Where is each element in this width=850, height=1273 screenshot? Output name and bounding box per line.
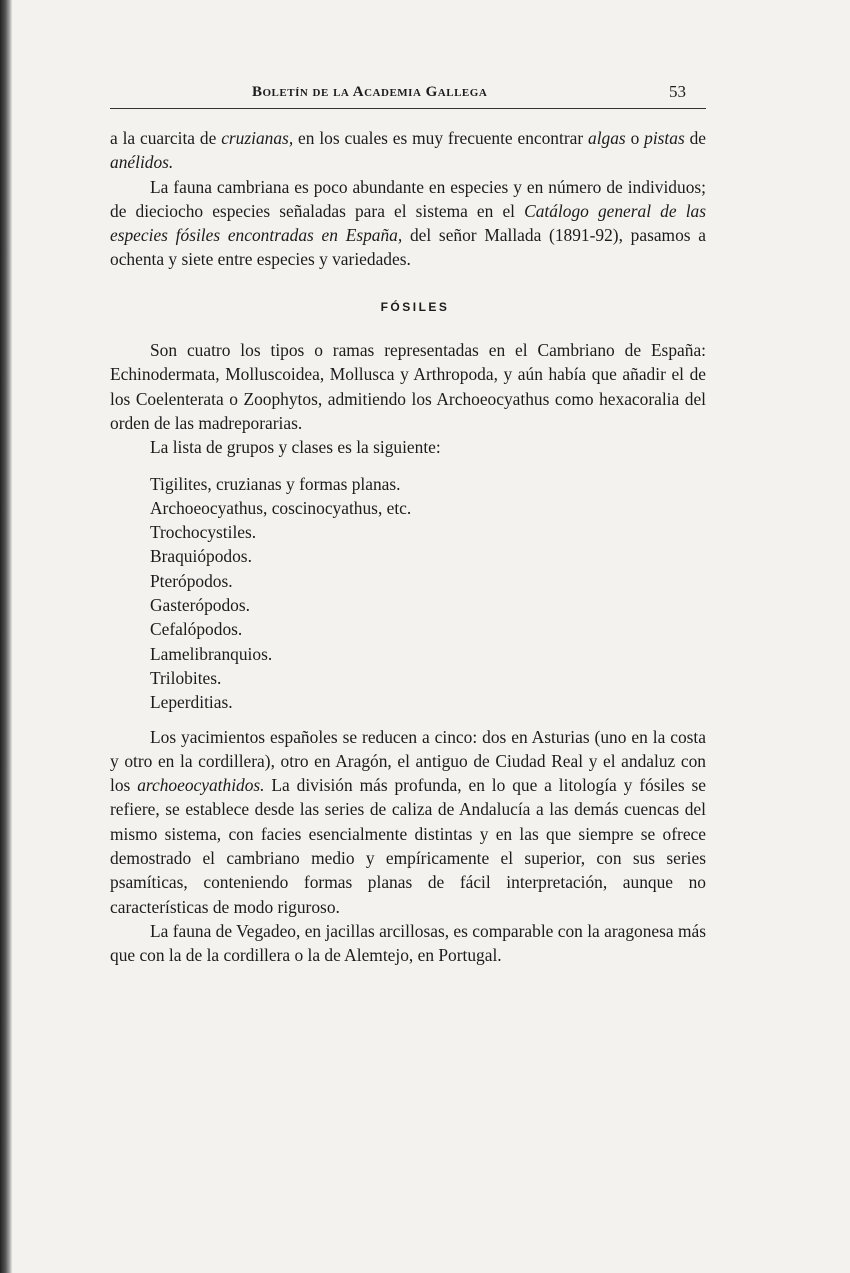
list-item: Leperditias. (150, 692, 233, 713)
paragraph-6: La fauna de Vegadeo, en jacillas arcillosas, es comparable con la aragonesa más que con la de la cordillera o la de Alemtejo, en Portugal. (110, 920, 706, 966)
body-text (110, 126, 706, 968)
italic-term: algas (588, 128, 626, 148)
header-title: Boletín de la Academia Gallega (252, 84, 488, 100)
list-item: Gasterópodos. (150, 595, 250, 616)
paragraph-1 (110, 126, 706, 175)
paragraph-2 (110, 175, 706, 272)
list-item: Tigilites, cruzianas y formas planas. (150, 473, 401, 494)
fossil-list (150, 472, 706, 715)
list-item: Lamelibranquios. (150, 643, 273, 664)
text-run: del señor Mallada (1891-92), pasamos a ochenta y siete entre especies y variedades. (110, 225, 706, 270)
list-item: Archoeocyathus, coscinocyathus, etc. (150, 497, 412, 518)
italic-title: Catálogo general de las especies fósiles encontradas en España, (110, 200, 706, 246)
list-item: Cefalópodos. (150, 619, 243, 640)
text-run: Los yacimientos españoles se reducen a cinco: dos en Asturias (uno en la costa y otro en la cordillera), otro en Aragón, el antiguo de Ciudad Real y el andaluz con los (110, 726, 706, 796)
list-item: Braquiópodos. (150, 546, 252, 567)
list-item: Pterópodos. (150, 570, 233, 591)
page (110, 0, 706, 1273)
text-run: La fauna cambriana es poco abundante en especies y en número de individuos; de dieciocho especies señaladas para el sistema en el (110, 176, 706, 221)
italic-term: pistas (644, 128, 685, 148)
running-header (110, 82, 706, 109)
page-number: 53 (669, 82, 686, 101)
book-binding-shadow (0, 0, 12, 1273)
text-run: en los cuales es muy frecuente encontrar (293, 128, 589, 148)
italic-term: cruzianas, (221, 128, 294, 148)
text-run: o (625, 128, 645, 148)
paragraph-5 (110, 725, 706, 919)
list-item: Trochocystiles. (150, 522, 257, 543)
text-run: La división más profunda, en lo que a litología y fósiles se refiere, se establece desde las series de caliza de Andalucía a las demás cuencas del mismo sistema, con facies esencialmente distintas y en las que siempre se ofrece demostrado el cambriano medio y empíricamente el superior, con sus series psamíticas, conteniendo formas planas de fácil interpretación, aunque no características de modo riguroso. (110, 775, 706, 917)
list-item: Trilobites. (150, 667, 222, 688)
text-run: de (684, 128, 707, 148)
italic-term: anélidos. (110, 152, 174, 173)
paragraph-3: Son cuatro los tipos o ramas representadas en el Cambriano de España: Echinodermata, Molluscoidea, Mollusca y Arthropoda, y aún había que añadir el de los Coelenterata o Zoophytos, admitiendo los Archoeocyathus como hexacoralia del orden de las madreporarias. (110, 340, 706, 433)
italic-term: archoeocyathidos. (137, 775, 265, 796)
paragraph-4: La lista de grupos y clases es la siguiente: (150, 437, 441, 458)
section-heading: FÓSILES (380, 299, 450, 314)
text-run: a la cuarcita de (110, 128, 222, 148)
